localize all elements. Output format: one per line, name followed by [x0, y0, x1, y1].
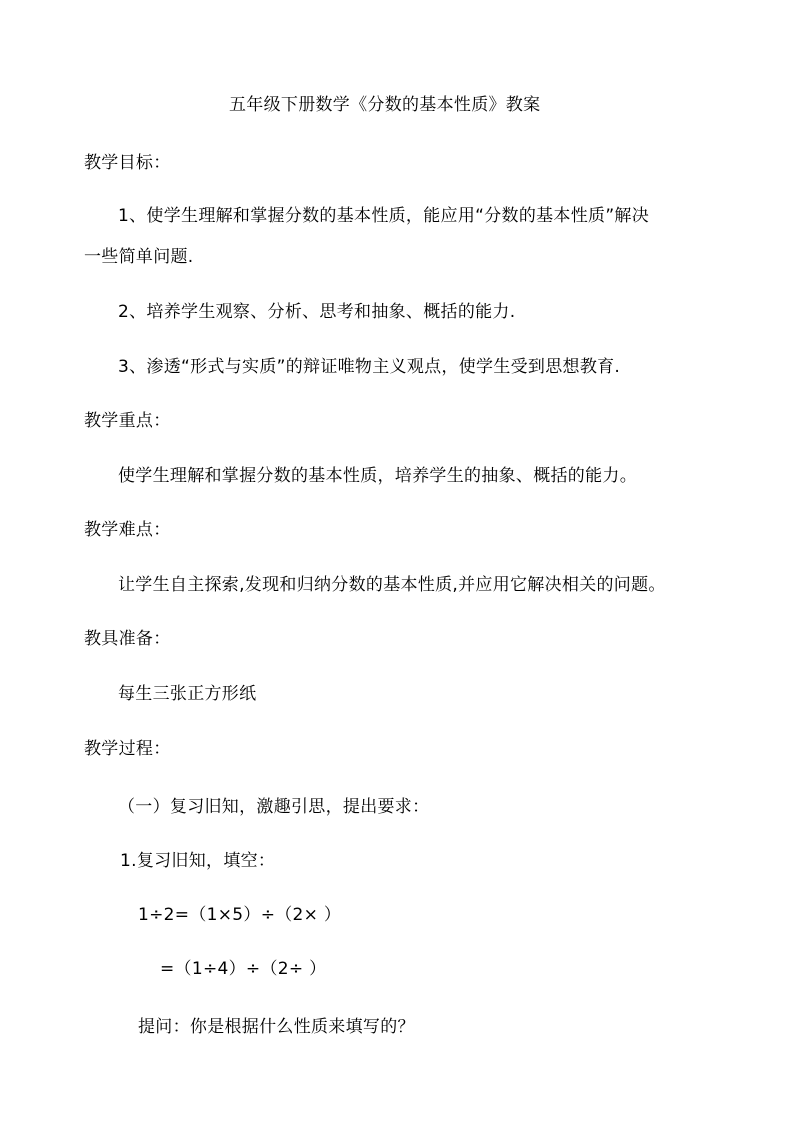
key-points-heading: 教学重点： [84, 411, 171, 431]
formula-line-1: 1÷2=（1×5）÷（2× ） [138, 905, 342, 925]
materials-text: 每生三张正方形纸 [118, 684, 257, 704]
difficulty-text: 让学生自主探索,发现和归纳分数的基本性质,并应用它解决相关的问题。 [118, 575, 666, 595]
objectives-heading: 教学目标： [84, 153, 171, 173]
document-title: 五年级下册数学《分数的基本性质》教案 [229, 95, 541, 115]
objective-1-line-1: 1、使学生理解和掌握分数的基本性质，能应用“分数的基本性质”解决 [118, 206, 650, 226]
objective-2: 2、培养学生观察、分析、思考和抽象、概括的能力. [118, 302, 516, 322]
objective-1-line-2: 一些简单问题. [84, 247, 194, 267]
key-points-text: 使学生理解和掌握分数的基本性质，培养学生的抽象、概括的能力。 [118, 466, 637, 486]
process-heading: 教学过程： [84, 739, 171, 759]
objective-3: 3、渗透“形式与实质”的辩证唯物主义观点，使学生受到思想教育. [118, 357, 621, 377]
review-item: 1.复习旧知，填空： [120, 851, 276, 871]
section-1-heading: （一）复习旧知，激趣引思，提出要求： [118, 797, 430, 817]
difficulty-heading: 教学难点： [84, 520, 171, 540]
materials-heading: 教具准备： [84, 629, 171, 649]
question-text: 提问：你是根据什么性质来填写的？ [138, 1017, 415, 1037]
formula-line-2: =（1÷4）÷（2÷ ） [160, 959, 327, 979]
